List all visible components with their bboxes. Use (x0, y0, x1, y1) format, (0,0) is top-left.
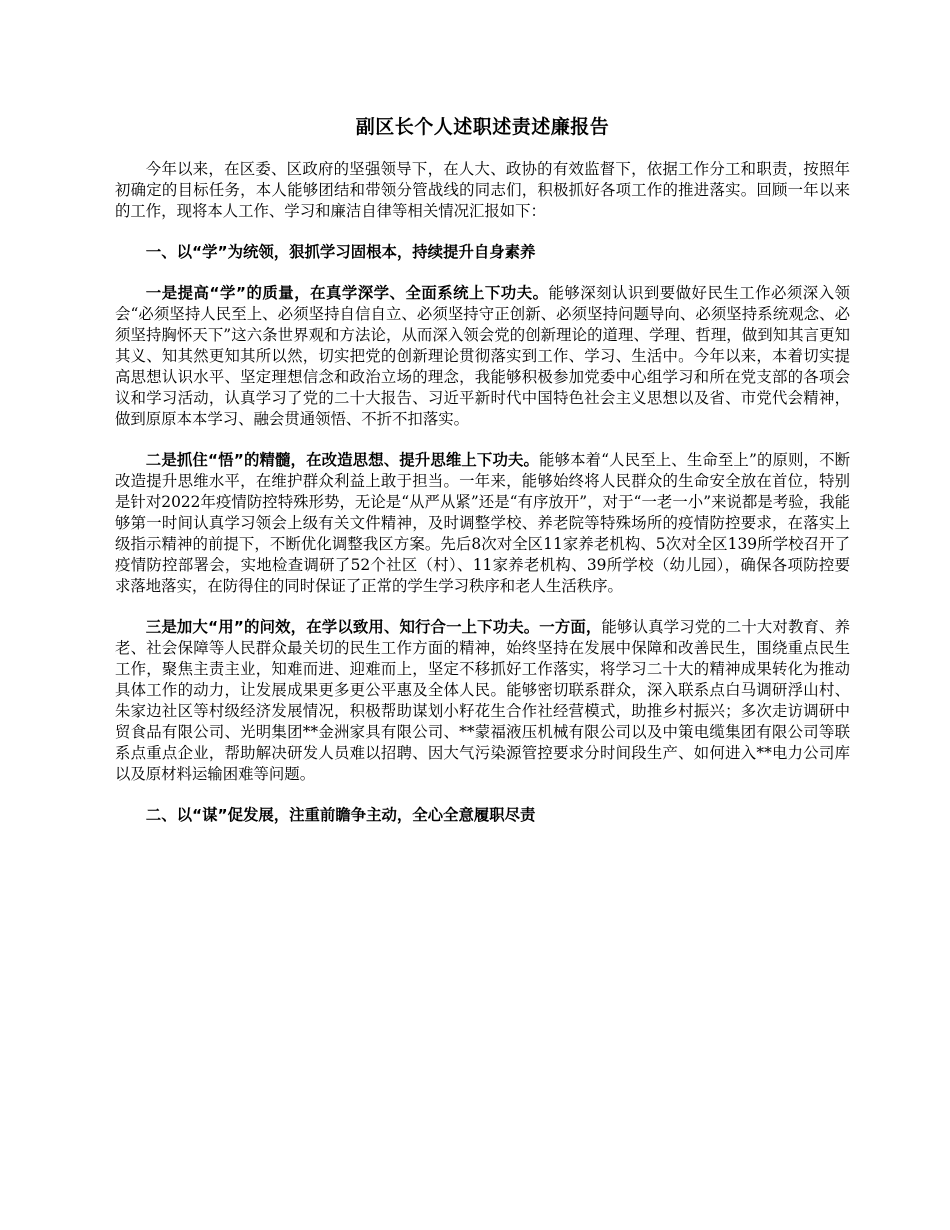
intro-paragraph: 今年以来，在区委、区政府的坚强领导下，在人大、政协的有效监督下，依据工作分工和职责，按照年初确定的目标任务，本人能够团结和带领分管战线的同志们，积极抓好各项工作的推进落实。回顾一年以来的工作，现将本人工作、学习和廉洁自律等相关情况汇报如下： (115, 160, 850, 220)
paragraph-2 (115, 450, 850, 597)
paragraph-2-body: 能够本着“人民至上、生命至上”的原则，不断改造提升思维水平，在维护群众利益上敢于担当。一年来，能够始终将人民群众的生命安全放在首位，特别是针对2022年疫情防控特殊形势，无论是“从严从紧”还是“有序放开”，对于“一老一小”来说都是考验，我能够第一时间认真学习领会上级有关文件精神，及时调整学校、养老院等特殊场所的疫情防控要求，在落实上级指示精神的前提下，不断优化调整我区方案。先后8次对全区11家养老机构、5次对全区139所学校召开了疫情防控部署会，实地检查调研了52个社区（村）、11家养老机构、39所学校（幼儿园），确保各项防控要求落地落实，在防得住的同时保证了正常的学生学习秩序和老人生活秩序。 (115, 451, 850, 595)
paragraph-3-body: 能够认真学习党的二十大对教育、养老、社会保障等人民群众最关切的民生工作方面的精神，始终坚持在发展中保障和改善民生，围绕重点民生工作，聚焦主责主业，知难而进、迎难而上，坚定不移抓好工作落实，将学习二十大的精神成果转化为推动具体工作的动力，让发展成果更多更公平惠及全体人民。能够密切联系群众，深入联系点白马调研浮山村、朱家边社区等村级经济发展情况，积极帮助谋划小籽花生合作社经营模式，助推乡村振兴；多次走访调研中贸食品有限公司、光明集团**金洲家具有限公司、**蒙福液压机械有限公司以及中策电缆集团有限公司等联系点重点企业，帮助解决研发人员难以招聘、因大气污染源管控要求分时间段生产、如何进入**电力公司库以及原材料运输困难等问题。 (115, 618, 850, 783)
document-title: 副区长个人述职述责述廉报告 (355, 116, 610, 138)
paragraph-3-lead: 三是加大“用”的问效，在学以致用、知行合一上下功夫。一方面， (145, 618, 602, 636)
paragraph-3 (115, 617, 850, 785)
section-1-heading: 一、以“学”为统领，狠抓学习固根本，持续提升自身素养 (145, 243, 536, 261)
paragraph-2-lead: 二是抓住“悟”的精髓，在改造思想、提升思维上下功夫。 (145, 451, 540, 469)
paragraph-1 (115, 283, 850, 430)
section-2-heading: 二、以“谋”促发展，注重前瞻争主动，全心全意履职尽责 (145, 806, 536, 824)
document-page (115, 112, 850, 846)
paragraph-1-lead: 一是提高“学”的质量，在真学深学、全面系统上下功夫。 (145, 284, 549, 302)
paragraph-1-body: 能够深刻认识到要做好民生工作必须深入领会“必须坚持人民至上、必须坚持自信自立、必须坚持守正创新、必须坚持问题导向、必须坚持系统观念、必须坚持胸怀天下”这六条世界观和方法论，从而深入领会党的创新理论的道理、学理、哲理，做到知其言更知其义、知其然更知其所以然，切实把党的创新理论贯彻落实到工作、学习、生活中。今年以来，本着切实提高思想认识水平、坚定理想信念和政治立场的理念，我能够积极参加党委中心组学习和所在党支部的各项会议和学习活动，认真学习了党的二十大报告、习近平新时代中国特色社会主义思想以及省、市党代会精神，做到原原本本学习、融会贯通领悟、不折不扣落实。 (115, 284, 850, 428)
